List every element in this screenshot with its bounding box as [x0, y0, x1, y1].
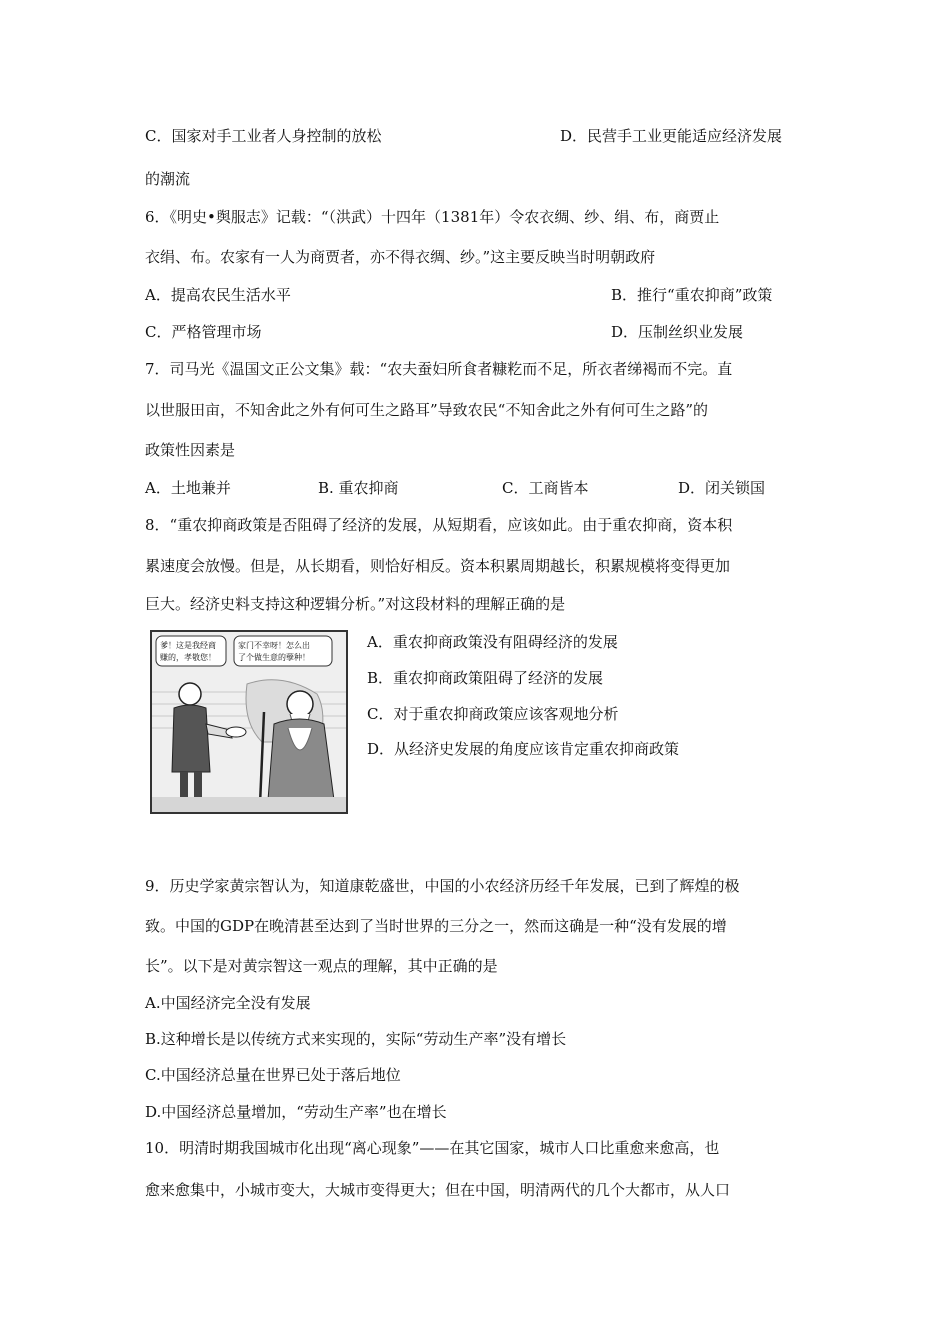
cartoon-drawing: [152, 632, 346, 812]
q6-option-c: C．严格管理市场: [145, 323, 262, 341]
q9-stem-line-2: 致。中国的GDP在晚清甚至达到了当时世界的三分之一，然而这确是一种“没有发展的增: [145, 917, 727, 935]
q6-stem-line-2: 衣绢、布。农家有一人为商贾者，亦不得衣绸、纱。”这主要反映当时明朝政府: [145, 248, 656, 266]
q7-stem-line-2: 以世服田亩，不知舍此之外有何可生之路耳”导致农民“不知舍此之外有何可生之路”的: [145, 401, 709, 419]
q6-option-a: A．提高农民生活水平: [145, 286, 291, 304]
q8-option-c: C．对于重农抑商政策应该客观地分析: [367, 705, 619, 723]
q8-option-b: B．重农抑商政策阻碍了经济的发展: [367, 669, 604, 687]
q8-stem-line-3: 巨大。经济史料支持这种逻辑分析。”对这段材料的理解正确的是: [145, 595, 566, 613]
cartoon-bubble-left-line-1: 爹！这是我经商: [160, 641, 216, 650]
q10-stem-line-2: 愈来愈集中，小城市变大，大城市变得更大；但在中国，明清两代的几个大都市，从人口: [145, 1181, 731, 1199]
q9-option-b: B.这种增长是以传统方式来实现的，实际“劳动生产率”没有增长: [145, 1030, 567, 1048]
q8-stem-line-1: 8．“重农抑商政策是否阻碍了经济的发展，从短期看，应该如此。由于重农抑商，资本积: [145, 516, 733, 534]
q6-stem-line-1: 6．《明史•舆服志》记载：“（洪武）十四年（1381年）令农衣绸、纱、绢、布，商贾止: [145, 208, 720, 226]
cartoon-bubble-left-line-2: 赚的，孝敬您！: [160, 653, 216, 662]
cartoon-bubble-right-line-2: 了个做生意的孽种！: [238, 653, 310, 662]
q9-option-c: C.中国经济总量在世界已处于落后地位: [145, 1066, 401, 1084]
q9-option-a: A.中国经济完全没有发展: [145, 994, 311, 1012]
cartoon-bubble-right-line-1: 家门不幸呀！怎么出: [238, 641, 310, 650]
q6-option-d: D．压制丝织业发展: [611, 323, 744, 341]
q7-option-c: C．工商皆本: [502, 479, 589, 497]
q8-stem-line-2: 累速度会放慢。但是，从长期看，则恰好相反。资本积累周期越长，积累规模将变得更加: [145, 557, 731, 575]
q9-option-d: D.中国经济总量增加，“劳动生产率”也在增长: [145, 1103, 447, 1121]
q6-option-b: B．推行“重农抑商”政策: [611, 286, 773, 304]
q7-option-b: B. 重农抑商: [318, 479, 399, 497]
q8-option-a: A．重农抑商政策没有阻碍经济的发展: [367, 633, 618, 651]
q7-option-a: A．土地兼并: [145, 479, 231, 497]
q5-option-c: C．国家对手工业者人身控制的放松: [145, 127, 382, 145]
q7-option-d: D．闭关锁国: [678, 479, 766, 497]
q5-option-d-continued: 的潮流: [145, 170, 191, 188]
q9-stem-line-1: 9．历史学家黄宗智认为，知道康乾盛世，中国的小农经济历经千年发展，已到了辉煌的极: [145, 877, 740, 895]
q10-stem-line-1: 10．明清时期我国城市化出现“离心现象”——在其它国家，城市人口比重愈来愈高，也: [145, 1139, 720, 1157]
q8-cartoon-image: [150, 630, 348, 814]
q7-stem-line-1: 7．司马光《温国文正公文集》载：“农夫蚕妇所食者糠籺而不足，所衣者绨褐而不完。直: [145, 360, 733, 378]
q7-stem-line-3: 政策性因素是: [145, 441, 236, 459]
q7-options-row: [145, 478, 805, 498]
q8-option-d: D．从经济史发展的角度应该肯定重农抑商政策: [367, 740, 680, 758]
q5-option-d: D．民营手工业更能适应经济发展: [560, 127, 783, 145]
q9-stem-line-3: 长”。以下是对黄宗智这一观点的理解，其中正确的是: [145, 957, 498, 975]
